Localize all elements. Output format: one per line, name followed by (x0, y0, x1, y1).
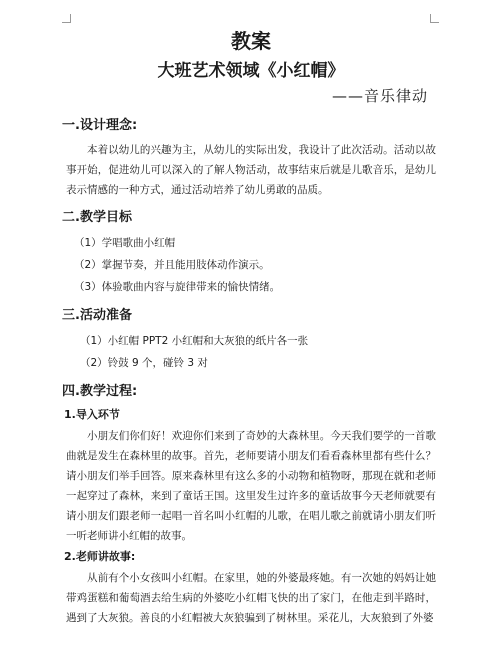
preparation-item: （1）小红帽 PPT2 小红帽和大灰狼的纸片各一张 (80, 335, 309, 347)
design-concept-paragraph: 本着以幼儿的兴趣为主，从幼儿的实际出发，我设计了此次活动。活动以故事开始，促进幼儿可以深入的了解人物活动，故事结束后就是儿歌音乐，是幼儿表示情感的一种方式，通过活动培养了幼儿勇敢的品质。 (66, 144, 436, 196)
preparation-item: （2）铃鼓 9 个，碰铃 3 对 (80, 357, 208, 369)
goal-item: （1）学唱歌曲小红帽 (74, 237, 176, 249)
subsection-heading-intro: 1.导入环节 (64, 408, 120, 421)
section-heading-teaching-goals: 二.教学目标 (62, 210, 132, 225)
story-paragraph: 从前有个小女孩叫小红帽。在家里，她的外婆最疼她。有一次她的妈妈让她带鸡蛋糕和葡萄酒去给生病的外婆吃小红帽飞快的出了家门，在他走到半路时，遇到了大灰狼。善良的小红帽被大灰狼骗到了树林里。采花儿，大灰狼到了外婆 (66, 572, 436, 624)
intro-paragraph: 小朋友们你们好！欢迎你们来到了奇妙的大森林里。今天我们要学的一首歌曲就是发生在森林里的故事。首先，老师要请小朋友们看看森林里都有些什么？请小朋友们举手回答。原来森林里有这么多的小动物和植物呀，那现在就和老师一起穿过了森林，来到了童话王国。这里发生过许多的童话故事今天老师就要有请小朋友们跟老师一起唱一首名叫小红帽的儿歌，在唱儿歌之前就请小朋友们听一听老师讲小红帽的故事。 (66, 430, 436, 542)
section-heading-design-concept: 一.设计理念: (62, 118, 138, 133)
goal-item: （2）掌握节奏，并且能用肢体动作演示。 (74, 259, 270, 271)
document-page (62, 26, 436, 628)
crop-mark-right (430, 14, 439, 23)
doc-title: 教案 (231, 29, 271, 53)
section-heading-teaching-process: 四.教学过程: (62, 384, 138, 399)
section-heading-preparation: 三.活动准备 (62, 308, 132, 323)
subsection-heading-story: 2.老师讲故事: (64, 550, 136, 563)
doc-subtitle: 大班艺术领域《小红帽》 (157, 61, 345, 81)
goal-item: （3）体验歌曲内容与旋律带来的愉快情绪。 (74, 281, 281, 293)
crop-mark-left (62, 14, 71, 23)
doc-subtitle-secondary: ——音乐律动 (331, 87, 428, 105)
